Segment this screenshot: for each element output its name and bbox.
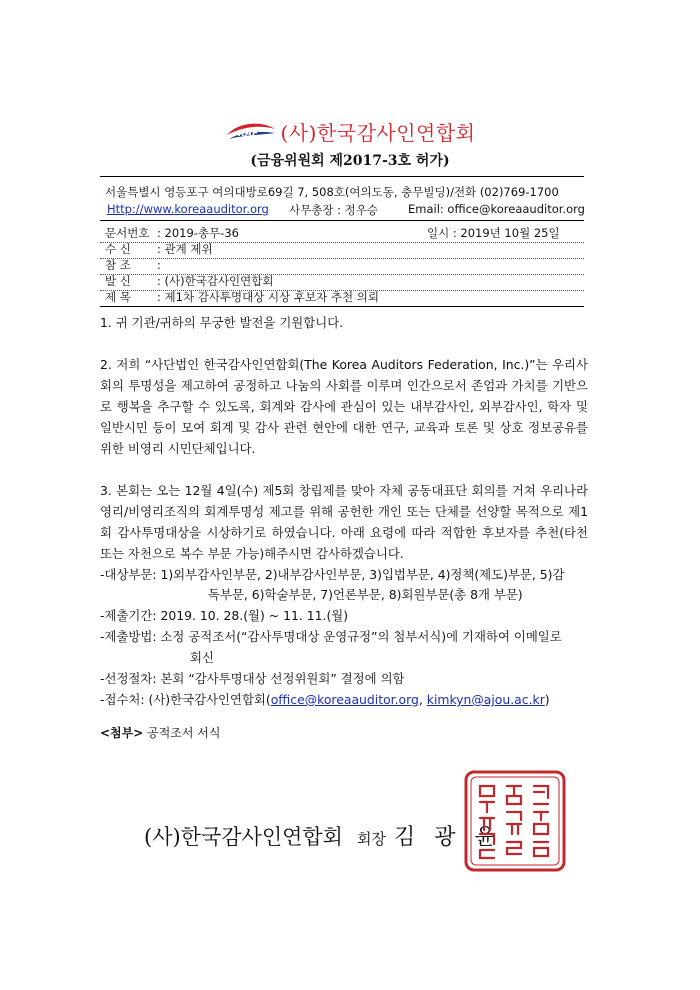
to-value: : 관계 제위 <box>157 242 213 256</box>
website-link[interactable]: Http://www.koreaauditor.org <box>107 202 269 216</box>
paragraph-2: 2. 저희 “사단법인 한국감사인연합회(The Korea Auditors Federation, Inc.)”는 우리사회의 투명성을 제고하여 공정하고 나눔의 사회를 이루며 인간으로서 존엄과 가치를 기반으로 행복을 추구할 수 있도록, 회계와 감사에 관심이 있는 내부감사인, 외부감사인, 학자 및 일반시민 등이 모여 회계 및 감사 관련 현안에 대한 연구, 교육과 토론 및 상호 정보공유를 위한 비영리 시민단체입니다. <box>100 357 588 456</box>
kaf-logo-icon <box>225 120 277 142</box>
selection-procedure: -선정절차: 본회 “감사투명대상 선정위원회” 결정에 의함 <box>100 671 405 686</box>
letterhead <box>0 114 700 148</box>
email-link-kimkyn[interactable]: kimkyn@ajou.ac.kr <box>426 692 545 707</box>
receipt-info: -접수처: (사)한국감사인연합회(office@koreaauditor.org, kimkyn@ajou.ac.kr) <box>100 692 550 707</box>
doc-date: 일시 : 2019년 10월 25일 <box>427 226 560 240</box>
submission-method-1: -제출방법: 소정 공적조서(“감사투명대상 운영규정”의 첨부서식)에 기재하여 이메일로 <box>100 629 562 644</box>
signature-org: (사)한국감사인연합회 <box>144 825 343 849</box>
attachment-text: 공적조서 서식 <box>143 726 221 740</box>
divider <box>100 220 584 221</box>
ref-value: : <box>157 258 161 272</box>
address: 서울특별시 영등포구 여의대방로69길 7, 508호(여의도동, 충무빌딩)/전화 (02)769-1700 <box>105 185 559 199</box>
license-text: (금융위원회 제2017-3호 허가) <box>250 153 450 169</box>
doc-no-label: 문서번호 <box>105 226 150 240</box>
submission-period: -제출기간: 2019. 10. 28.(월) ~ 11. 11.(월) <box>100 608 349 623</box>
paragraph-3: 3. 본회는 오는 12월 4일(수) 제5회 창립제를 맞아 자체 공동대표단 회의를 거쳐 우리나라 영리/비영리조직의 회계투명성 제고를 위해 공헌한 개인 또는 단체를 선양할 목적으로 제1회 감사투명대상을 시상하기로 하였습니다. 아래 요령에 따라 적합한 후보자를 추천(타천 또는 자천으로 복수 부문 가능)해주시면 감사하겠습니다. <box>100 483 588 561</box>
ref-label: 참 조 <box>105 258 131 272</box>
attachment-label: <첨부> <box>100 726 144 740</box>
attachment-note <box>100 724 220 741</box>
email-link-office[interactable]: office@koreaauditor.org <box>270 692 419 707</box>
subject-value: : 제1차 감사투명대상 시상 후보자 추천 의뢰 <box>157 290 379 304</box>
from-value: : (사)한국감사인연합회 <box>157 274 274 288</box>
category-line-1: -대상부문: 1)외부감사인부문, 2)내부감사인부문, 3)입법부문, 4)정책(제도)부문, 5)감 <box>100 567 565 582</box>
doc-no: : 2019-총무-36 <box>157 226 239 240</box>
subject-label: 제 목 <box>105 290 131 304</box>
divider <box>100 176 584 177</box>
from-label: 발 신 <box>105 274 131 288</box>
paragraph-1: 1. 귀 기관/귀하의 무궁한 발전을 기원합니다. <box>100 315 344 330</box>
secretary: 사무총장 : 정우승 <box>289 203 378 217</box>
divider <box>100 274 584 275</box>
category-line-2: 독부문, 6)학술부문, 7)언론부문, 8)회원부문(총 8개 부문) <box>208 587 523 602</box>
divider <box>100 290 584 291</box>
contact-email: Email: office@koreaauditor.org <box>408 202 585 216</box>
official-seal-icon <box>462 768 568 874</box>
divider <box>100 258 584 259</box>
submission-method-2: 회신 <box>190 650 214 665</box>
divider <box>100 242 584 243</box>
signature-line <box>144 820 502 851</box>
to-label: 수 신 <box>105 242 131 256</box>
svg-text:KAF: KAF <box>237 129 258 139</box>
signature-name: 김 광 윤 <box>393 825 502 850</box>
org-name: (사)한국감사인연합회 <box>280 120 476 145</box>
divider <box>100 306 584 307</box>
signature-role: 회장 <box>356 830 386 848</box>
